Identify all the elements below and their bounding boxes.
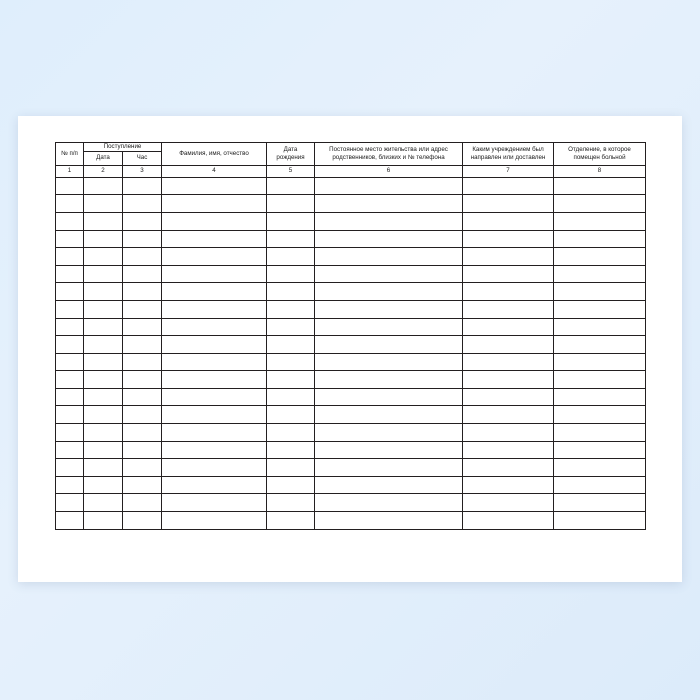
table-cell-col-6[interactable] <box>315 283 463 301</box>
table-row[interactable] <box>56 248 646 266</box>
table-cell-col-6[interactable] <box>315 248 463 266</box>
table-cell-col-3[interactable] <box>123 494 162 512</box>
table-cell-col-7[interactable] <box>463 494 554 512</box>
table-cell-col-6[interactable] <box>315 494 463 512</box>
table-cell-col-7[interactable] <box>463 177 554 195</box>
table-cell-col-5[interactable] <box>267 371 315 389</box>
table-row[interactable] <box>56 424 646 442</box>
table-cell-col-1[interactable] <box>56 336 84 354</box>
column-number-3: 3 <box>123 165 162 177</box>
column-number-2: 2 <box>84 165 123 177</box>
table-cell-col-6[interactable] <box>315 265 463 283</box>
table-cell-col-3[interactable] <box>123 230 162 248</box>
table-cell-col-8[interactable] <box>554 371 646 389</box>
table-cell-col-6[interactable] <box>315 300 463 318</box>
table-cell-col-2[interactable] <box>84 300 123 318</box>
table-cell-col-1[interactable] <box>56 318 84 336</box>
table-cell-col-8[interactable] <box>554 353 646 371</box>
table-cell-col-1[interactable] <box>56 441 84 459</box>
table-row[interactable] <box>56 230 646 248</box>
table-cell-col-4[interactable] <box>162 388 267 406</box>
table-row[interactable] <box>56 388 646 406</box>
table-cell-col-4[interactable] <box>162 512 267 530</box>
table-cell-col-2[interactable] <box>84 283 123 301</box>
table-cell-col-8[interactable] <box>554 476 646 494</box>
table-cell-col-8[interactable] <box>554 388 646 406</box>
table-cell-col-2[interactable] <box>84 265 123 283</box>
table-body <box>56 177 646 529</box>
table-cell-col-3[interactable] <box>123 336 162 354</box>
table-cell-col-5[interactable] <box>267 494 315 512</box>
table-cell-col-8[interactable] <box>554 406 646 424</box>
table-cell-col-6[interactable] <box>315 336 463 354</box>
table-row[interactable] <box>56 353 646 371</box>
table-cell-col-8[interactable] <box>554 195 646 213</box>
column-number-7: 7 <box>463 165 554 177</box>
table-cell-col-4[interactable] <box>162 195 267 213</box>
table-cell-col-5[interactable] <box>267 512 315 530</box>
table-cell-col-7[interactable] <box>463 318 554 336</box>
table-cell-col-6[interactable] <box>315 230 463 248</box>
table-cell-col-7[interactable] <box>463 265 554 283</box>
table-cell-col-3[interactable] <box>123 476 162 494</box>
table-row[interactable] <box>56 371 646 389</box>
table-cell-col-1[interactable] <box>56 512 84 530</box>
table-cell-col-6[interactable] <box>315 371 463 389</box>
table-cell-col-4[interactable] <box>162 318 267 336</box>
table-row[interactable] <box>56 265 646 283</box>
table-header-row-main <box>56 143 646 152</box>
table-cell-col-7[interactable] <box>463 441 554 459</box>
table-cell-col-7[interactable] <box>463 212 554 230</box>
paper-sheet <box>18 116 682 582</box>
table-cell-col-6[interactable] <box>315 195 463 213</box>
table-cell-col-5[interactable] <box>267 195 315 213</box>
journal-table <box>55 142 646 530</box>
table-cell-col-7[interactable] <box>463 388 554 406</box>
table-cell-col-3[interactable] <box>123 424 162 442</box>
table-cell-col-3[interactable] <box>123 177 162 195</box>
table-cell-col-4[interactable] <box>162 265 267 283</box>
table-cell-col-6[interactable] <box>315 353 463 371</box>
table-cell-col-5[interactable] <box>267 441 315 459</box>
table-cell-col-8[interactable] <box>554 283 646 301</box>
column-number-6: 6 <box>315 165 463 177</box>
table-cell-col-4[interactable] <box>162 336 267 354</box>
table-cell-col-5[interactable] <box>267 283 315 301</box>
table-row[interactable] <box>56 177 646 195</box>
table-cell-col-2[interactable] <box>84 336 123 354</box>
table-cell-col-1[interactable] <box>56 494 84 512</box>
table-cell-col-1[interactable] <box>56 283 84 301</box>
table-cell-col-4[interactable] <box>162 459 267 477</box>
table-cell-col-4[interactable] <box>162 441 267 459</box>
table-cell-col-1[interactable] <box>56 177 84 195</box>
table-cell-col-8[interactable] <box>554 459 646 477</box>
table-cell-col-6[interactable] <box>315 424 463 442</box>
table-cell-col-1[interactable] <box>56 195 84 213</box>
table-cell-col-8[interactable] <box>554 336 646 354</box>
table-cell-col-3[interactable] <box>123 512 162 530</box>
table-cell-col-4[interactable] <box>162 476 267 494</box>
header-cell-number: № п/п <box>56 143 84 166</box>
table-cell-col-5[interactable] <box>267 424 315 442</box>
table-row[interactable] <box>56 336 646 354</box>
header-cell-address: Постоянное место жительства или адрес родственников, близких и № телефона <box>315 143 463 166</box>
table-cell-col-7[interactable] <box>463 300 554 318</box>
table-cell-col-5[interactable] <box>267 459 315 477</box>
table-cell-col-3[interactable] <box>123 283 162 301</box>
table-cell-col-1[interactable] <box>56 459 84 477</box>
table-cell-col-5[interactable] <box>267 388 315 406</box>
table-cell-col-7[interactable] <box>463 195 554 213</box>
table-cell-col-7[interactable] <box>463 230 554 248</box>
table-cell-col-1[interactable] <box>56 230 84 248</box>
table-cell-col-8[interactable] <box>554 494 646 512</box>
column-number-8: 8 <box>554 165 646 177</box>
table-cell-col-4[interactable] <box>162 283 267 301</box>
table-cell-col-2[interactable] <box>84 424 123 442</box>
table-cell-col-1[interactable] <box>56 406 84 424</box>
table-cell-col-3[interactable] <box>123 265 162 283</box>
table-header-row-numbers <box>56 165 646 177</box>
table-cell-col-3[interactable] <box>123 371 162 389</box>
table-cell-col-6[interactable] <box>315 406 463 424</box>
header-cell-admission-date: Дата <box>84 151 123 165</box>
table-cell-col-8[interactable] <box>554 424 646 442</box>
table-cell-col-7[interactable] <box>463 459 554 477</box>
table-cell-col-7[interactable] <box>463 336 554 354</box>
column-number-5: 5 <box>267 165 315 177</box>
table-cell-col-6[interactable] <box>315 476 463 494</box>
table-cell-col-8[interactable] <box>554 318 646 336</box>
table-cell-col-7[interactable] <box>463 248 554 266</box>
table-cell-col-2[interactable] <box>84 494 123 512</box>
table-row[interactable] <box>56 212 646 230</box>
table-cell-col-2[interactable] <box>84 195 123 213</box>
table-cell-col-2[interactable] <box>84 177 123 195</box>
table-cell-col-5[interactable] <box>267 212 315 230</box>
table-cell-col-3[interactable] <box>123 388 162 406</box>
table-cell-col-3[interactable] <box>123 318 162 336</box>
table-cell-col-3[interactable] <box>123 195 162 213</box>
table-cell-col-7[interactable] <box>463 476 554 494</box>
table-cell-col-1[interactable] <box>56 353 84 371</box>
table-cell-col-4[interactable] <box>162 371 267 389</box>
table-cell-col-5[interactable] <box>267 336 315 354</box>
column-number-4: 4 <box>162 165 267 177</box>
table-cell-col-7[interactable] <box>463 512 554 530</box>
table-cell-col-8[interactable] <box>554 230 646 248</box>
table-cell-col-4[interactable] <box>162 248 267 266</box>
table-cell-col-2[interactable] <box>84 512 123 530</box>
table-cell-col-7[interactable] <box>463 424 554 442</box>
table-cell-col-5[interactable] <box>267 265 315 283</box>
table-cell-col-3[interactable] <box>123 459 162 477</box>
table-cell-col-8[interactable] <box>554 265 646 283</box>
table-row[interactable] <box>56 406 646 424</box>
table-cell-col-8[interactable] <box>554 212 646 230</box>
table-cell-col-2[interactable] <box>84 371 123 389</box>
table-cell-col-5[interactable] <box>267 177 315 195</box>
table-cell-col-7[interactable] <box>463 283 554 301</box>
table-cell-col-5[interactable] <box>267 476 315 494</box>
table-cell-col-1[interactable] <box>56 388 84 406</box>
table-cell-col-3[interactable] <box>123 353 162 371</box>
table-cell-col-4[interactable] <box>162 424 267 442</box>
header-cell-referring-institution: Каким учреждением был направлен или доставлен <box>463 143 554 166</box>
table-cell-col-5[interactable] <box>267 406 315 424</box>
journal-table-area <box>55 142 645 548</box>
table-cell-col-4[interactable] <box>162 406 267 424</box>
table-row[interactable] <box>56 512 646 530</box>
table-row[interactable] <box>56 459 646 477</box>
table-cell-col-2[interactable] <box>84 212 123 230</box>
table-cell-col-2[interactable] <box>84 230 123 248</box>
table-row[interactable] <box>56 300 646 318</box>
table-cell-col-3[interactable] <box>123 248 162 266</box>
table-cell-col-8[interactable] <box>554 441 646 459</box>
table-row[interactable] <box>56 195 646 213</box>
table-cell-col-2[interactable] <box>84 318 123 336</box>
table-cell-col-2[interactable] <box>84 248 123 266</box>
header-cell-admission-group: Поступление <box>84 143 162 152</box>
table-cell-col-2[interactable] <box>84 459 123 477</box>
table-cell-col-6[interactable] <box>315 512 463 530</box>
table-cell-col-2[interactable] <box>84 476 123 494</box>
table-cell-col-8[interactable] <box>554 177 646 195</box>
table-cell-col-6[interactable] <box>315 459 463 477</box>
table-cell-col-4[interactable] <box>162 230 267 248</box>
table-row[interactable] <box>56 494 646 512</box>
table-cell-col-5[interactable] <box>267 230 315 248</box>
column-number-1: 1 <box>56 165 84 177</box>
table-cell-col-4[interactable] <box>162 300 267 318</box>
table-cell-col-3[interactable] <box>123 406 162 424</box>
table-cell-col-5[interactable] <box>267 248 315 266</box>
table-cell-col-6[interactable] <box>315 212 463 230</box>
table-cell-col-1[interactable] <box>56 265 84 283</box>
table-cell-col-6[interactable] <box>315 441 463 459</box>
table-cell-col-4[interactable] <box>162 353 267 371</box>
header-cell-department: Отделение, в которое помещен больной <box>554 143 646 166</box>
table-cell-col-7[interactable] <box>463 353 554 371</box>
table-cell-col-6[interactable] <box>315 177 463 195</box>
table-row[interactable] <box>56 441 646 459</box>
table-cell-col-4[interactable] <box>162 212 267 230</box>
table-cell-col-5[interactable] <box>267 318 315 336</box>
table-row[interactable] <box>56 318 646 336</box>
table-cell-col-2[interactable] <box>84 388 123 406</box>
table-cell-col-1[interactable] <box>56 424 84 442</box>
table-cell-col-8[interactable] <box>554 300 646 318</box>
table-cell-col-2[interactable] <box>84 406 123 424</box>
table-row[interactable] <box>56 283 646 301</box>
table-cell-col-6[interactable] <box>315 318 463 336</box>
table-cell-col-3[interactable] <box>123 441 162 459</box>
table-cell-col-5[interactable] <box>267 300 315 318</box>
header-cell-admission-hour: Час <box>123 151 162 165</box>
table-cell-col-5[interactable] <box>267 353 315 371</box>
table-cell-col-1[interactable] <box>56 212 84 230</box>
table-cell-col-3[interactable] <box>123 300 162 318</box>
table-cell-col-8[interactable] <box>554 248 646 266</box>
table-cell-col-6[interactable] <box>315 388 463 406</box>
table-cell-col-7[interactable] <box>463 406 554 424</box>
header-cell-birthdate: Дата рождения <box>267 143 315 166</box>
table-row[interactable] <box>56 476 646 494</box>
table-cell-col-1[interactable] <box>56 248 84 266</box>
table-cell-col-7[interactable] <box>463 371 554 389</box>
table-cell-col-2[interactable] <box>84 353 123 371</box>
header-cell-fullname: Фамилия, имя, отчество <box>162 143 267 166</box>
table-cell-col-4[interactable] <box>162 177 267 195</box>
table-cell-col-1[interactable] <box>56 300 84 318</box>
table-cell-col-2[interactable] <box>84 441 123 459</box>
table-cell-col-1[interactable] <box>56 371 84 389</box>
table-cell-col-3[interactable] <box>123 212 162 230</box>
table-cell-col-8[interactable] <box>554 512 646 530</box>
table-cell-col-1[interactable] <box>56 476 84 494</box>
table-cell-col-4[interactable] <box>162 494 267 512</box>
